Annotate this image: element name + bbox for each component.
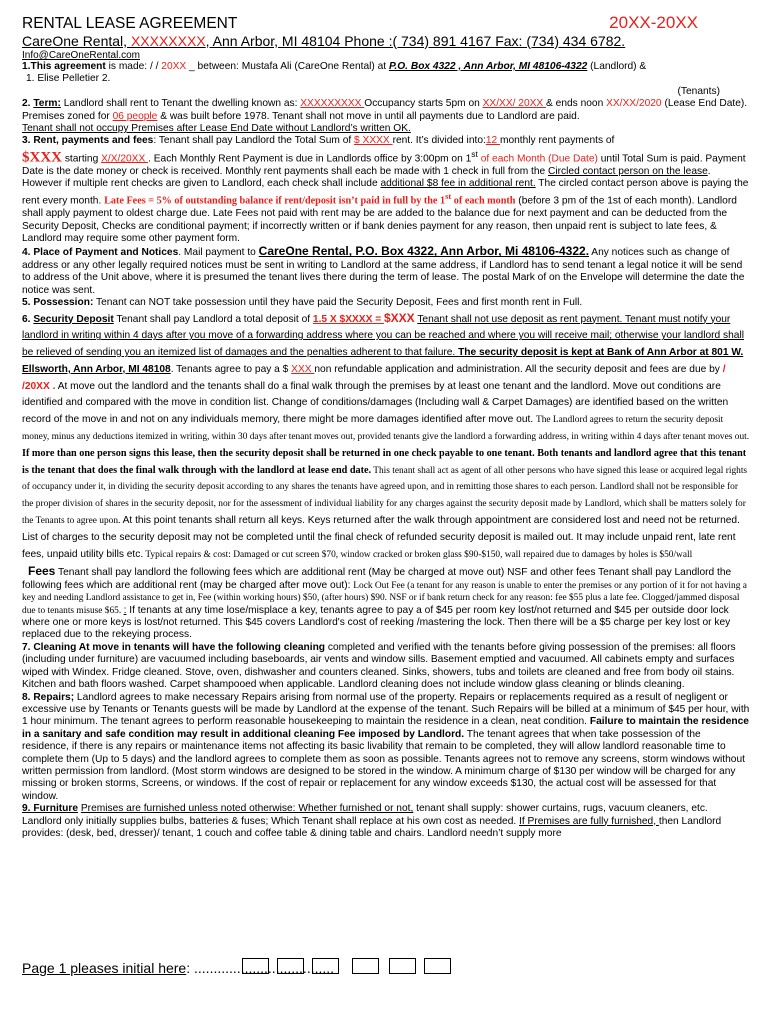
due-date-note: of each Month (Due Date)	[477, 153, 598, 165]
year-range: 20XX-20XX	[609, 13, 698, 32]
section-8-text-a: Landlord agrees to make necessary Repairs arising from normal use of the property. Repairs or replacements required as a result of negligent or excessive use by Tenants or Tenants guests will be made by Landlord at the expense of the tenant. Such Repairs will be billed at a minimum of $45 per hour, with 1 hour minimum. The tenant agrees to perform reasonable housekeeping to maintain the residence in a clean, neat condition.	[22, 691, 750, 728]
section-9-text-e: then Landlord provides: (desk, bed, dresser)/ tenant, 1 couch and coffee table & dining table and chairs. Landlord needn’t supply more	[22, 815, 722, 839]
late-fee-suffix: st	[445, 191, 452, 202]
section-6-text-k: Typical repairs & cost: Damaged or cut screen $70, window cracked or broken glass $90-$150, wall repaired due to damages by holes is $50/wall	[143, 549, 693, 560]
section-1-lead: 1.This agreement	[22, 61, 106, 72]
section-6-text-f: At move out the landlord and the tenants shall do a final walk through the premises by at least one tenant and the landlord. Move out conditions are identified and compared with the move in condition list. Change of conditions/damages (Including wall & Carpet Damages) are identified based on the written record of the move in and not on any individuals memory, there might be more damages identified after move out.	[22, 380, 729, 426]
section-2-title: Term:	[33, 98, 61, 110]
section-9-title: 9. Furniture	[22, 803, 79, 815]
email-link[interactable]: Info@CareOneRental.com	[22, 50, 140, 61]
deposit-formula: 1.5 X $XXXX =	[312, 313, 384, 325]
section-3-text-j: The circled contact person above is paying the rent every month.	[22, 178, 749, 207]
section-7-text: completed and verified with the tenants before giving possession of the premises: all floors (including under furniture) are vacuumed including baseboards, air vents and window sills. Basement emptied and vacuumed. All cabinets empty and surfaces wiped with Windex. Fridge cleaned. Stove, oven, dishwasher and counters cleaned. Sinks, showers, tubs and toilets are cleaned and free from body oil stains. Kitchen and bath floors washed. Carpet shampooed when applicable. Landlord cleaning does not include window glass cleaning or blinds cleaning.	[22, 641, 736, 691]
section-3-title: 3. Rent, payments and fees	[22, 135, 154, 147]
section-5	[22, 297, 750, 309]
section-3	[22, 135, 750, 245]
payment-count: 12	[485, 135, 500, 147]
tenant-names: 1. Elise Pelletier 2.	[26, 73, 111, 85]
section-2-num: 2.	[22, 98, 34, 110]
section-4-text-a: . Mail payment to	[178, 247, 259, 259]
monthly-amount: $XXX	[22, 149, 62, 166]
section-6	[22, 310, 750, 564]
section-9-text-d: If Premises are fully furnished,	[519, 815, 659, 827]
deposit-due-date: / /20XX .	[22, 363, 726, 392]
initial-box[interactable]	[424, 958, 451, 974]
end-date: XX/XX/2020	[606, 98, 662, 110]
initial-box[interactable]	[242, 958, 269, 974]
section-3-text-h: is paid. Payment Date is the date money or check is received. Monthly rent payments shall each be made with 1 check in full from the	[22, 153, 746, 177]
section-2-text-c: & ends noon	[546, 98, 607, 110]
section-8	[22, 692, 750, 804]
section-8-text-b: Failure to maintain the residence in a sanitary and safe condition may result in additional cleaning Fee imposed by Landlord.	[22, 716, 749, 740]
application-fee: XXX	[291, 363, 315, 375]
section-6-text-e: non refundable application and administration. All the security deposit and fees are due by	[314, 363, 723, 375]
section-5-text: Tenant can NOT take possession until they have paid the Security Deposit, Fees and first month rent in Full.	[93, 297, 583, 309]
section-8-title: 8. Repairs;	[22, 691, 75, 703]
section-6-text-g: The Landlord agrees to return the security deposit money, minus any deductions itemized in writing, within 30 days after tenant moves out, provided tenants give the landlord a forwarding address, in writing within 4 days after tenant moves out.	[22, 415, 750, 443]
deposit-amount: $XXX	[384, 310, 415, 325]
late-fee-note: Late Fees = 5% of outstanding balance if rent/deposit isn’t paid in full by the 1	[104, 195, 446, 207]
section-3-text-d: starting	[62, 153, 102, 165]
initial-dots: : ....................................	[186, 960, 335, 976]
section-9-text-b: Premises are furnished unless noted otherwise: Whether furnished or not,	[80, 803, 414, 815]
section-5-title: 5. Possession:	[22, 297, 94, 309]
circled-contact: Circled contact person on the lease	[548, 165, 708, 177]
fees-text-b: Lock Out Fee (a tenant for any reason is unable to enter the premises or any portion of it for not having a key and needing Landlord assistance to get in, Fee (within working hours) $50, (after hours) $90. NSF or if bank return check for any reason: fee $55 plus a late fee. Clogged/jammed disposal due to tenants misuse $65.	[22, 580, 747, 616]
section-2-text-e: & was built before 1978. Tenant shall not move in until all payments due to Landlord are paid.	[157, 110, 580, 122]
total-sum: $ XXXX	[354, 135, 393, 147]
section-6-text-j: At this point tenants shall return all keys. Keys returned after the walk through appointment are considered lost and need not be returned. List of charges to the security deposit may not be completed until the final check of refunded security deposit is mailed out. It may include unpaid rent, late rent fees, unpaid utility bills etc.	[22, 515, 740, 560]
section-3-text-b: rent. It’s divided into:	[392, 135, 486, 147]
ordinal-suffix: st	[471, 148, 478, 159]
section-2-text-b: Occupancy starts 5pm on	[364, 98, 483, 110]
deposit-bank: The security deposit is kept at Bank of Ann Arbor at 801 W. Ellsworth, Ann Arbor, MI 48108	[22, 347, 744, 375]
section-4-title: 4. Place of Payment and Notices	[22, 247, 179, 259]
section-1-text-c: (Landlord) &	[587, 61, 647, 72]
additional-fee: additional $8 fee in additional rent.	[380, 178, 536, 190]
section-1-text-a: is made: / /	[105, 61, 162, 72]
company-placeholder: XXXXXXXX	[130, 33, 206, 49]
section-6-title: Security Deposit	[33, 313, 114, 325]
section-2	[22, 98, 750, 135]
section-2-text-d: (Lease End Date). Premises zoned for	[22, 98, 748, 122]
section-3-text-c: monthly rent payments of	[499, 135, 615, 147]
document-title: RENTAL LEASE AGREEMENT	[22, 15, 238, 32]
section-1	[22, 61, 750, 73]
section-9-text-c: tenant shall supply: shower curtains, rugs, vacuum cleaners, etc. Landlord only initially supplies bulbs, batteries & fuses; Which Tenant shall replace at his own cost as needed.	[22, 803, 708, 827]
section-3-text-g: until Total Sum	[597, 153, 668, 165]
payment-address: CareOne Rental, P.O. Box 4322, Ann Arbor, Mi 48106-4322.	[258, 244, 590, 259]
landlord-address: P.O. Box 4322 , Ann Arbor, MI 48106-4322	[388, 61, 588, 72]
company-line	[22, 33, 750, 50]
company-name: CareOne Rental,	[22, 33, 131, 49]
start-date: XX/XX/ 20XX	[482, 98, 547, 110]
section-7	[22, 642, 750, 692]
section-6-num: 6.	[22, 313, 34, 325]
section-3-text-a: : Tenant shall pay Landlord the Total Sum of	[153, 135, 355, 147]
late-fee-note-2: of each month	[451, 195, 516, 207]
section-1-date: 20XX	[161, 61, 187, 72]
dwelling-placeholder: XXXXXXXXX	[300, 98, 365, 110]
section-6-text-a: Tenant shall pay Landlord a total deposit of	[113, 313, 313, 325]
fees-text-d: If tenants at any time lose/misplace a key, tenants agree to pay a of $45 per room key lost/not returned and $45 per outside door lock where one or more keys is lost/not returned. This $45 covers Landlord's cost of reeking /mastering the lock. Then there will be a $5 charge per key lost or key replaced due to the rekeying process.	[22, 604, 731, 641]
tenants-label: (Tenants)	[677, 85, 720, 97]
initial-box[interactable]	[352, 958, 379, 974]
section-3-text-i: . However if multiple rent checks are given to Landlord, each check shall include	[22, 165, 711, 190]
section-4-text-b: Any notices such as change of address or any other legally required notices must be sent in writing to Landlord at the same address, if Landlord has to send tenant a legal notice it will be send to address of the Unit above, where it is presumed the tenant lives there during the term of lease. The postal Mark of on the Envelope will determine the date the notice was sent.	[22, 247, 745, 296]
section-7-title: 7. Cleaning At move in tenants will have the following cleaning	[22, 641, 326, 653]
rent-start-date: X/X/20XX	[101, 153, 149, 165]
company-contact: , Ann Arbor, MI 48104 Phone :( 734) 891 4167 Fax: (734) 434 6782.	[205, 33, 626, 49]
section-2-text-a: Landlord shall rent to Tenant the dwelling known as:	[60, 98, 301, 110]
section-6-text-i: This tenant shall act as agent of all other persons who have signed this lease or acquired legal rights of occupancy under it, in dividing the security deposit according to any shares the tenants have agreed upon, and in remitting those shares to each person. Landlord shall not be responsible for the proper division of shares in the security deposit, nor for the assessment of individual liability for any charges against the security deposit made by Landlord, which shall be matters solely for the Tenants to agree upon.	[22, 465, 748, 527]
section-9	[22, 803, 750, 840]
section-3-text-e: . Each Monthly Rent Payment is due in Landlords office by 3:00pm on 1	[148, 153, 472, 165]
zoned-people: 06 people	[112, 110, 158, 122]
section-4	[22, 245, 750, 297]
initial-box[interactable]	[312, 958, 339, 974]
header-row	[22, 14, 750, 33]
fees-section	[22, 563, 750, 641]
initial-box[interactable]	[277, 958, 304, 974]
fees-text-c: :	[123, 604, 127, 616]
section-2-text-f: Tenant shall not occupy Premises after Lease End Date without Landlord’s written OK.	[22, 123, 411, 135]
fees-text-a: Tenant shall pay landlord the following fees which are additional rent (May be charged at move out) NSF and other fees Tenant shall pay Landlord the following fees which are additional rent (may be charged after move out):	[22, 567, 732, 591]
section-3-text-k: (before 3 pm of the 1st of each month). Landlord shall apply payment to oldest charge due. Late Fees not paid with rent may be are added to the balance due for next payment and can be deducted from the Security Deposit, Checks are conditional payment; if incorrectly written or if bank denies payment for any reason, then unpaid rent is subject to late fees, & Landlord may require some other payment form.	[22, 195, 737, 245]
section-6-text-h: If more than one person signs this lease, then the security deposit shall be returned in one check payable to one tenant. Both tenants and landlord agree that this tenant is the tenant that does the final walk through with the landlord at lease end date.	[22, 447, 747, 476]
initial-label: Page 1 pleases initial here	[22, 960, 187, 976]
section-1-text-b: _ between: Mustafa Ali (CareOne Rental) at	[186, 61, 389, 72]
section-6-text-d: . Tenants agree to pay a $	[170, 363, 292, 375]
section-8-text-c: The tenant agrees that when take possession of the residence, if there is any repairs or maintenance items not affecting its basic livability that remain to be completed, they will allow landlord reasonable time to complete them (Up to 5 days) and the landlord agrees to complete them as soon as possible. Tenants agrees not to remove any screens, storm windows without written permission from landlord. (Most storm windows are designed to be stored in the window. A minimum charge of $130 per window will be charged for any missing or broken storms, Screens, or windows. If the cost of repair or replacement for any window exceeds $130, the actual cost will be assessed for that window.	[22, 728, 745, 802]
initial-boxes	[242, 958, 459, 974]
fees-title: Fees	[28, 564, 56, 579]
lease-page	[22, 14, 750, 840]
section-6-text-c: Tenant shall not use deposit as rent payment. Tenant must notify your landlord in writing within 4 days after you move of a forwarding address where you can be reached and where you will receive mail; otherwise your landlord shall be relieved of sending you an itemized list of damages and the penalties adherent to that failure.	[22, 313, 744, 359]
initial-box[interactable]	[389, 958, 416, 974]
